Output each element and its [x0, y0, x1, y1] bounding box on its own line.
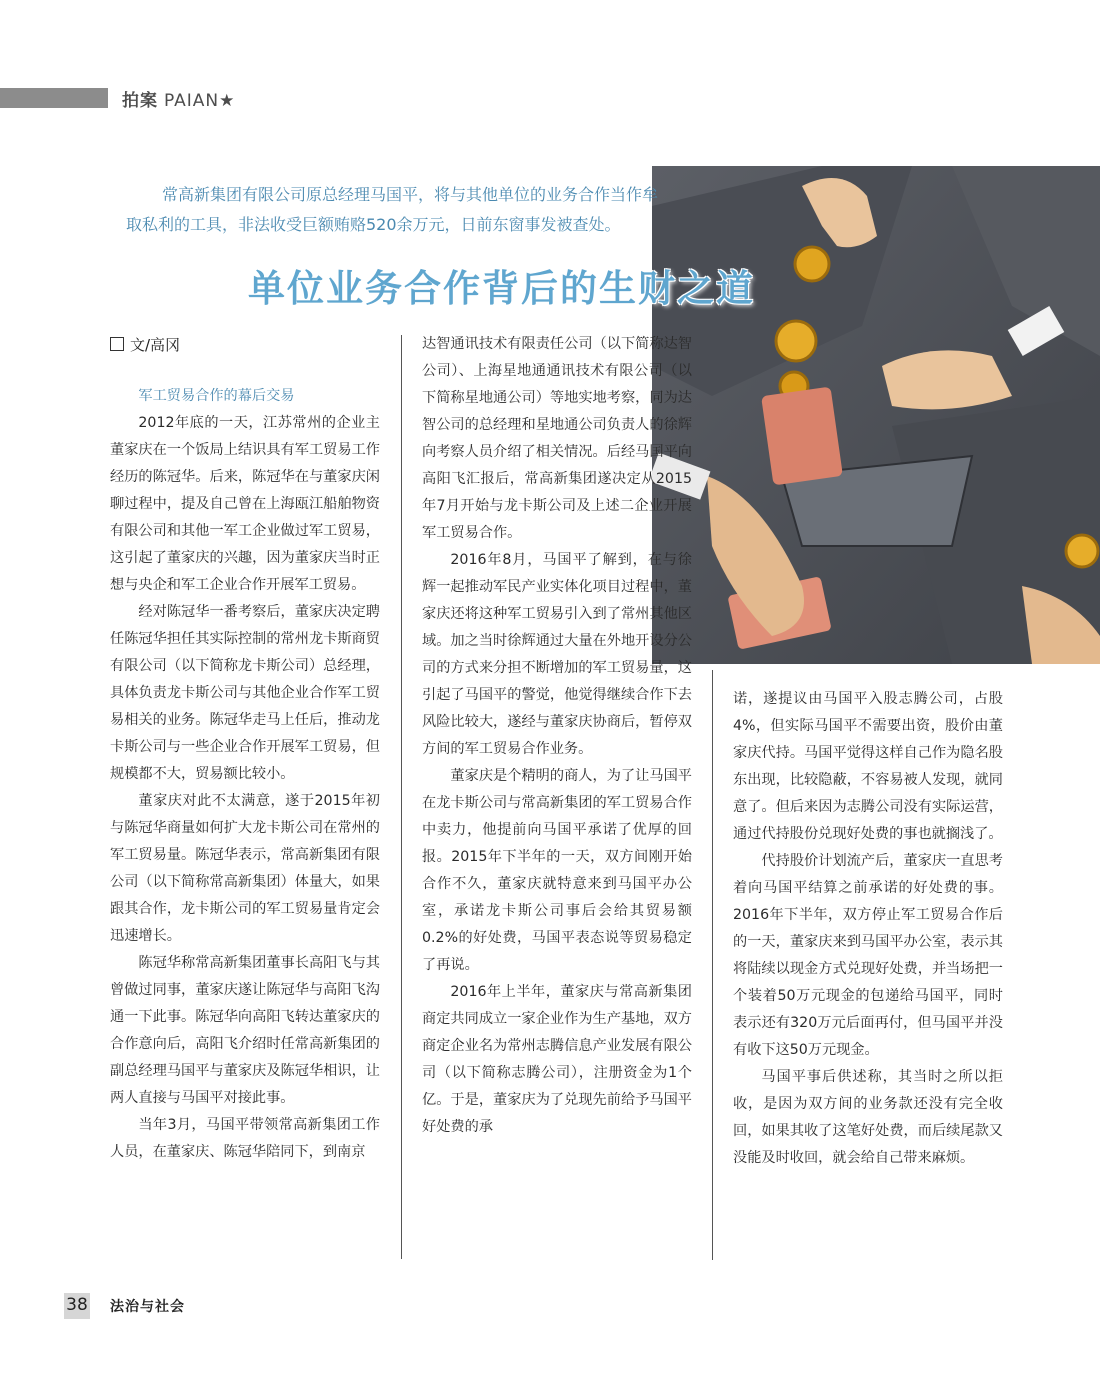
section-name-en: PAIAN★: [164, 91, 236, 111]
bribery-illustration: [652, 166, 1100, 664]
article-headline: 单位业务合作背后的生财之道: [248, 267, 755, 310]
paragraph: 马国平事后供述称，其当时之所以拒收，是因为双方间的业务款还没有完全收回，如果其收了这笔好处费，而后续尾款又没能及时收回，就会给自己带来麻烦。: [733, 1069, 1003, 1166]
paragraph: 2016年上半年，董家庆与常高新集团商定共同成立一家企业作为生产基地，双方商定企业名为常州志腾信息产业发展有限公司（以下简称志腾公司），注册资金为1个亿。于是，董家庆为了兑现先前给予马国平好处费的承: [422, 984, 692, 1135]
paragraph: 董家庆对此不太满意，遂于2015年初与陈冠华商量如何扩大龙卡斯公司在常州的军工贸易量。陈冠华表示，常高新集团有限公司（以下简称常高新集团）体量大，如果跟其合作，龙卡斯公司的军工贸易量肯定会迅速增长。: [110, 793, 380, 944]
text-column-3: [733, 686, 1003, 1172]
section-name-cn: 拍案: [122, 91, 158, 111]
column-divider: [712, 670, 713, 1260]
byline-box-icon: [110, 337, 124, 351]
paragraph: 达智通讯技术有限责任公司（以下简称达智公司）、上海星地通通讯技术有限公司（以下简称星地通公司）等地实地考察，同为达智公司的总经理和星地通公司负责人的徐辉向考察人员介绍了相关情况。后经马国平向高阳飞汇报后，常高新集团遂决定从2015年7月开始与龙卡斯公司及上述二企业开展军工贸易合作。: [422, 336, 692, 541]
paragraph: 当年3月，马国平带领常高新集团工作人员，在董家庆、陈冠华陪同下，到南京: [110, 1117, 380, 1160]
byline: [110, 334, 180, 355]
paragraph: 陈冠华称常高新集团董事长高阳飞与其曾做过同事，董家庆遂让陈冠华与高阳飞沟通一下此事。陈冠华向高阳飞转达董家庆的合作意向后，高阳飞介绍时任常高新集团的副总经理马国平与董家庆及陈冠华相识，让两人直接与马国平对接此事。: [110, 955, 380, 1106]
magazine-title: 法治与社会: [110, 1299, 185, 1315]
paragraph: 代持股价计划流产后，董家庆一直思考着向马国平结算之前承诺的好处费的事。2016年下半年，双方停止军工贸易合作后的一天，董家庆来到马国平办公室，表示其将陆续以现金方式兑现好处费，并当场把一个装着50万元现金的包递给马国平，同时表示还有320万元后面再付，但马国平并没有收下这50万元现金。: [733, 853, 1003, 1058]
text-column-2: [422, 331, 692, 1141]
paragraph: 2016年8月，马国平了解到，在与徐辉一起推动军民产业实体化项目过程中，董家庆还将这种军工贸易引入到了常州其他区域。加之当时徐辉通过大量在外地开设分公司的方式来分担不断增加的军工贸易量，这引起了马国平的警觉，他觉得继续合作下去风险比较大，遂经与董家庆协商后，暂停双方间的军工贸易合作业务。: [422, 552, 692, 757]
paragraph: 2012年底的一天，江苏常州的企业主董家庆在一个饭局上结识具有军工贸易工作经历的陈冠华。后来，陈冠华在与董家庆闲聊过程中，提及自己曾在上海瓯江船舶物资有限公司和其他一军工企业做过军工贸易，这引起了董家庆的兴趣，因为董家庆当时正想与央企和军工企业合作开展军工贸易。: [110, 415, 380, 593]
lead-line-2: 取私利的工具，非法收受巨额贿赂520余万元，日前东窗事发被查处。: [126, 215, 621, 234]
section-subhead: 军工贸易合作的幕后交易: [138, 388, 295, 404]
hands-money-illustration-icon: [652, 166, 1100, 664]
page-number: 38: [66, 1295, 88, 1315]
paragraph: 经对陈冠华一番考察后，董家庆决定聘任陈冠华担任其实际控制的常州龙卡斯商贸有限公司（以下简称龙卡斯公司）总经理，具体负责龙卡斯公司与其他企业合作军工贸易相关的业务。陈冠华走马上任后，推动龙卡斯公司与一些企业合作开展军工贸易，但规模都不大，贸易额比较小。: [110, 604, 380, 782]
article-lead: [110, 180, 710, 240]
section-color-bar: [0, 88, 108, 108]
byline-text: 文/高冈: [130, 336, 181, 354]
lead-line-1: 常高新集团有限公司原总经理马国平，将与其他单位的业务合作当作牟: [162, 185, 659, 204]
paragraph: 诺，遂提议由马国平入股志腾公司，占股4%，但实际马国平不需要出资，股价由董家庆代持。马国平觉得这样自己作为隐名股东出现，比较隐蔽，不容易被人发现，就同意了。但后来因为志腾公司没有实际运营，通过代持股份兑现好处费的事也就搁浅了。: [733, 691, 1003, 842]
section-tag: [122, 86, 235, 111]
paragraph: 董家庆是个精明的商人，为了让马国平在龙卡斯公司与常高新集团的军工贸易合作中卖力，他提前向马国平承诺了优厚的回报。2015年下半年的一天，双方间刚开始合作不久，董家庆就特意来到马国平办公室，承诺龙卡斯公司事后会给其贸易额0.2%的好处费，马国平表态说等贸易稳定了再说。: [422, 768, 692, 973]
column-divider: [401, 335, 402, 1259]
text-column-1: [110, 383, 380, 1166]
